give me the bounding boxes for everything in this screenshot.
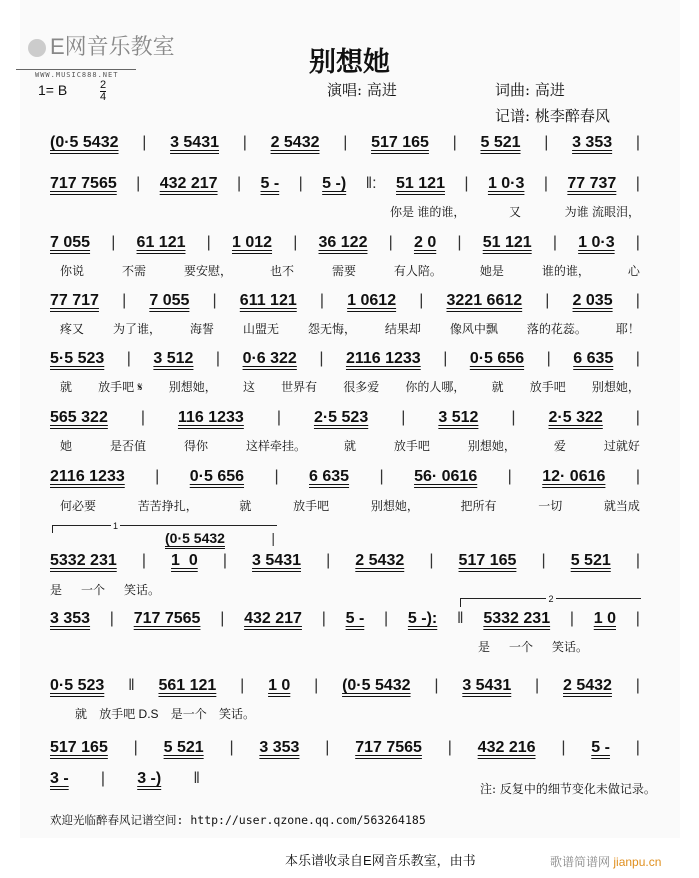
measure: 2·5 322 [548, 409, 603, 426]
barline: | [511, 409, 516, 426]
barline: | [464, 175, 469, 192]
barline: | [544, 134, 549, 151]
measure: 2 5432 [355, 552, 405, 569]
measure: 3 512 [153, 350, 194, 367]
barline: | [111, 234, 116, 251]
measure: 5 - [591, 739, 610, 756]
alternate-intro [165, 530, 275, 546]
barline: | [384, 610, 389, 627]
volta-number: 2 [548, 594, 554, 604]
measure: 3 5431 [170, 134, 219, 151]
lyric: 就 [75, 707, 88, 721]
barline: ‖ [193, 770, 200, 787]
barline: | [222, 552, 227, 569]
measure: 3 -) [137, 770, 162, 787]
lyric: 耶！ [615, 322, 640, 336]
barline: | [535, 677, 540, 694]
measure: 565 322 [50, 409, 108, 426]
measure: 0·5 523 [50, 677, 105, 694]
barline: | [635, 409, 640, 426]
composer: 词曲: 高进 [495, 81, 565, 99]
lyric: 就当成 [603, 499, 640, 513]
measure: 51 121 [396, 175, 445, 192]
lyrics-row [50, 581, 160, 598]
lyric: 放手吧 [293, 499, 330, 513]
time-signature [100, 80, 106, 103]
measure: 36 122 [318, 234, 368, 251]
measure: 5 521 [570, 552, 611, 569]
barline: | [401, 409, 406, 426]
lyric: 过就好 [603, 439, 640, 453]
measure: 1 0 [171, 552, 198, 569]
lyric: 别想她， [467, 439, 516, 453]
lyrics-row [60, 262, 640, 279]
measure: 2 5432 [270, 134, 320, 151]
lyric: 一个 [80, 583, 105, 597]
barline: | [452, 134, 457, 151]
barline: | [635, 739, 640, 756]
measure: 717 7565 [133, 610, 201, 627]
measure: 1 0612 [347, 292, 397, 309]
lyric: 爱 [553, 439, 566, 453]
measure: 5332 231 [50, 552, 117, 569]
lyric: 你是 谁的谁， [390, 205, 466, 219]
key-signature: 1= B [38, 82, 68, 98]
time-top: 2 [100, 79, 107, 91]
lyric: 得你 [183, 439, 208, 453]
barline: | [635, 292, 640, 309]
measure: 432 216 [477, 739, 536, 756]
barline: | [457, 234, 462, 251]
measure: 2116 1233 [345, 350, 421, 367]
measure: 517 165 [371, 134, 429, 151]
measure: 2116 1233 [50, 468, 125, 485]
notation-row [50, 134, 640, 152]
measure: 1 0 [593, 610, 616, 627]
barline: | [552, 234, 557, 251]
measure: 2 0 [413, 234, 437, 251]
measure: 5·5 523 [50, 350, 105, 367]
barline: | [220, 610, 225, 627]
measure: 0·6 322 [242, 350, 297, 367]
barline: | [271, 530, 275, 546]
lyric: 你的人哪， [405, 380, 466, 394]
lyric: 一切 [538, 499, 563, 513]
barline: | [434, 677, 439, 694]
barline: | [419, 292, 424, 309]
lyric: 心 [627, 264, 640, 278]
measure: 5 - [260, 175, 280, 192]
notation-row [50, 770, 200, 788]
measure: 5 -): [407, 610, 438, 627]
lyric: 疼又 [60, 322, 85, 336]
lyric: 是 [478, 640, 491, 654]
lyric: 别想她， [591, 380, 640, 394]
barline: | [109, 610, 114, 627]
lyrics-row [60, 497, 640, 514]
lyric: 她是 [479, 264, 504, 278]
notation-row [50, 552, 640, 570]
lyric: 就 [239, 499, 252, 513]
welcome-text: 欢迎光临醉春风记谱空间: http://user.qzone.qq.com/563264185 [50, 813, 426, 827]
lyric: 她 [60, 439, 73, 453]
measure: 561 121 [158, 677, 217, 694]
barline: ‖: [365, 175, 377, 192]
barline: | [561, 739, 566, 756]
lyric: 把所有 [460, 499, 497, 513]
notation-row [50, 175, 640, 193]
lyrics-row [478, 638, 588, 655]
barline: | [100, 770, 106, 787]
measure: 51 121 [482, 234, 532, 251]
barline: | [429, 552, 434, 569]
lyric: 一个 [508, 640, 533, 654]
barline: | [635, 552, 640, 569]
barline: | [635, 610, 640, 627]
lyric: 这样牵挂。 [245, 439, 306, 453]
lyric: 很多爱 [343, 380, 380, 394]
notation-row [50, 677, 640, 695]
barline: | [293, 234, 298, 251]
lyric: 这 [242, 380, 255, 394]
barline: | [122, 292, 127, 309]
measure: 2·5 523 [313, 409, 369, 426]
lyrics-row [60, 437, 640, 454]
lyric: 像风中飘 [449, 322, 498, 336]
lyric: 山盟无 [242, 322, 279, 336]
notation-row [50, 739, 640, 757]
lyric: 苦苦挣扎， [137, 499, 198, 513]
lyric: 别想她， [370, 499, 419, 513]
lyric: 海誓 [189, 322, 214, 336]
measure: 611 121 [239, 292, 297, 309]
measure: 717 7565 [355, 739, 422, 756]
barline: | [206, 234, 211, 251]
measure: 77 737 [567, 175, 617, 192]
lyric: 就 [60, 380, 73, 394]
barline: | [545, 292, 550, 309]
measure: 61 121 [136, 234, 186, 251]
lyric: 怨无悔， [307, 322, 356, 336]
measure: 1 0·3 [578, 234, 615, 251]
barline: | [321, 610, 326, 627]
measure: 0·5 656 [189, 468, 245, 485]
lyric: 有人陪。 [393, 264, 442, 278]
lyrics-row [60, 320, 640, 337]
barline: | [319, 292, 325, 309]
barline: | [507, 468, 512, 485]
barline: | [635, 175, 640, 192]
lyric: 需要 [331, 264, 356, 278]
lyric: 落的花蕊。 [526, 322, 587, 336]
barline: ‖ [457, 610, 464, 627]
measure: 6 635 [573, 350, 614, 367]
watermark [550, 853, 661, 870]
lyric: 为了谁， [112, 322, 161, 336]
time-bottom: 4 [100, 91, 107, 103]
measure: 5332 231 [483, 610, 551, 627]
lyric: 要安慰， [183, 264, 232, 278]
lyric: 是否值 [109, 439, 146, 453]
barline: | [314, 677, 319, 694]
measure: 517 165 [50, 739, 108, 756]
singer: 演唱: 高进 [327, 81, 397, 99]
lyric: 何必要 [60, 499, 97, 513]
measure: 116 1233 [177, 409, 244, 426]
volta-bracket [460, 594, 641, 607]
lyric: 不需 [121, 264, 146, 278]
lyric: 也不 [269, 264, 294, 278]
barline: ‖ [128, 677, 135, 694]
measure: 12· 0616 [542, 468, 606, 485]
measure: 3 5431 [462, 677, 512, 694]
lyric: 笑话。 [551, 640, 588, 654]
lyric: 别想她， [168, 380, 217, 394]
barline: | [242, 134, 247, 151]
measure: 0·5 656 [469, 350, 525, 367]
measure: 7 055 [149, 292, 190, 309]
lyrics-row [75, 705, 255, 722]
barline: | [379, 468, 384, 485]
measure: (0·5 5432 [165, 530, 225, 546]
barline: | [319, 350, 324, 367]
lyric: 世界有 [281, 380, 318, 394]
lyric: 就 [343, 439, 356, 453]
barline: | [541, 552, 546, 569]
barline: | [126, 350, 131, 367]
lyric: 笑话。 [123, 583, 160, 597]
measure: 56· 0616 [414, 468, 478, 485]
measure: 5 521 [480, 134, 521, 151]
lyric: 你说 [60, 264, 85, 278]
barline: | [388, 234, 393, 251]
watermark-en: jianpu.cn [613, 855, 662, 869]
measure: 2 5432 [563, 677, 612, 694]
footer-text: 本乐谱收录自E网音乐教室，由书 [285, 853, 476, 868]
barline: | [276, 409, 281, 426]
barline: | [326, 552, 331, 569]
barline: | [155, 468, 160, 485]
barline: | [141, 552, 146, 569]
lyric: 又 [508, 205, 521, 219]
barline: | [298, 175, 303, 192]
footnote: 注: 反复中的细节变化未做记录。 [480, 782, 656, 796]
barline: | [240, 677, 245, 694]
site-url: WWW.MUSIC888.NET [35, 71, 119, 79]
barline: | [215, 350, 221, 367]
volta-number: 1 [113, 521, 119, 531]
lyric: 是一个 [170, 707, 207, 721]
watermark-cn: 歌谱简谱网 [550, 855, 611, 869]
barline: | [133, 739, 138, 756]
barline: | [229, 739, 234, 756]
measure: (0·5 5432 [50, 134, 119, 151]
measure: 432 217 [159, 175, 218, 192]
notation-row [50, 610, 640, 628]
notation-row [50, 468, 640, 486]
measure: 5 -) [322, 175, 347, 192]
measure: 3 353 [50, 610, 91, 627]
lyric: 放手吧 [393, 439, 430, 453]
measure: 7 055 [50, 234, 91, 251]
lyric: 是 [50, 583, 63, 597]
lyric: 放手吧 𝄋 [98, 380, 143, 394]
lyrics-row [390, 203, 640, 220]
notation-row [50, 350, 640, 368]
barline: | [569, 610, 574, 627]
lyric: 放手吧 D.S [99, 707, 159, 721]
logo-text: E网音乐教室 [50, 34, 175, 59]
barline: | [543, 175, 548, 192]
lyric: 谁的谁， [541, 264, 590, 278]
measure: 432 217 [244, 610, 302, 627]
barline: | [140, 409, 145, 426]
barline: | [546, 350, 551, 367]
lyric: 笑话。 [218, 707, 255, 721]
barline: | [236, 175, 242, 192]
measure: 717 7565 [50, 175, 117, 192]
measure: 5 - [345, 610, 365, 627]
measure: 3 5431 [252, 552, 301, 569]
barline: | [136, 175, 141, 192]
barline: | [447, 739, 452, 756]
lyric: 结果却 [384, 322, 421, 336]
barline: | [274, 468, 279, 485]
measure: 3 353 [572, 134, 613, 151]
measure: 1 0 [268, 677, 291, 694]
barline: | [325, 739, 330, 756]
barline: | [635, 234, 640, 251]
measure: 1 012 [231, 234, 273, 251]
measure: 2 035 [572, 292, 613, 309]
notation-row [50, 234, 640, 252]
lyric: 放手吧 [529, 380, 566, 394]
measure: 77 717 [50, 292, 99, 309]
lyric: 就 [491, 380, 504, 394]
measure: (0·5 5432 [342, 677, 411, 694]
barline: | [142, 134, 147, 151]
measure: 517 165 [458, 552, 517, 569]
barline: | [635, 677, 640, 694]
barline: | [635, 134, 640, 151]
measure: 5 521 [163, 739, 204, 756]
notation-row [50, 409, 640, 427]
lyrics-row [60, 378, 640, 395]
measure: 3 353 [259, 739, 300, 756]
song-title: 别想她 [309, 47, 390, 78]
transcriber: 记谱: 桃李醉春风 [495, 107, 610, 125]
barline: | [635, 468, 640, 485]
barline: | [343, 134, 348, 151]
measure: 3221 6612 [446, 292, 523, 309]
lyric: 为谁 流眼泪， [564, 205, 640, 219]
measure: 6 635 [309, 468, 350, 485]
measure: 1 0·3 [487, 175, 525, 192]
measure: 3 512 [438, 409, 479, 426]
barline: | [443, 350, 448, 367]
notation-row [50, 292, 640, 310]
barline: | [635, 350, 640, 367]
measure: 3 - [50, 770, 69, 787]
barline: | [212, 292, 217, 309]
